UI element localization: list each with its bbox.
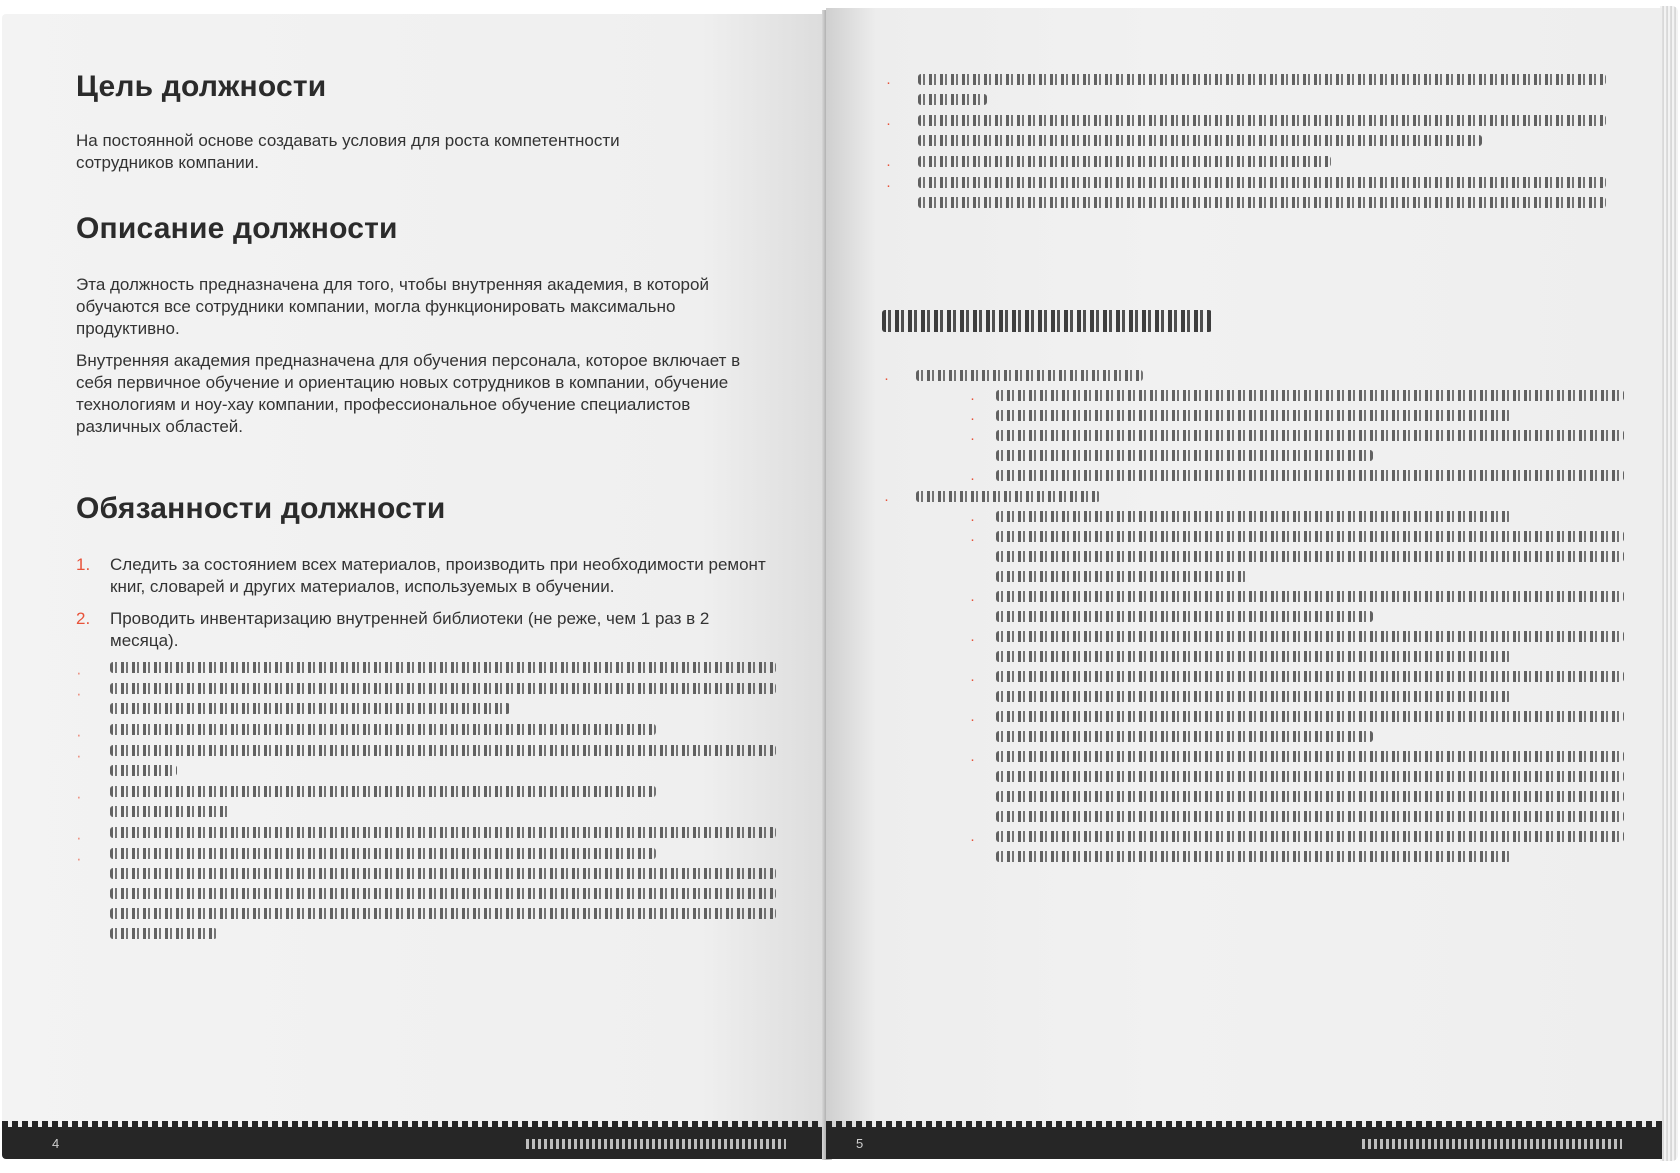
illegible-text: [996, 631, 1624, 642]
illegible-text: [996, 611, 1373, 622]
illegible-text: [110, 806, 230, 817]
illegible-text: [996, 851, 1511, 862]
right-subitem: [970, 410, 1624, 427]
illegible-text: [996, 571, 1247, 582]
illegible-text: [996, 651, 1511, 662]
right-subitem: [970, 751, 1624, 822]
duty-text: Проводить инвентаризацию внутренней библиотеки (не реже, чем 1 раз в 2 месяца).: [110, 609, 710, 650]
description-heading: Описание должности: [76, 212, 398, 245]
right-subitem-marker: ·: [970, 711, 975, 728]
right-item-illegible: [886, 74, 1606, 105]
right-subitem-marker: ·: [970, 831, 975, 848]
right-subitem: [970, 470, 1624, 487]
illegible-text: [110, 848, 656, 859]
illegible-text: [110, 868, 776, 879]
right-subitem: [970, 631, 1624, 662]
duties-heading-wrap: [76, 492, 776, 526]
duty-item-illegible: [76, 745, 776, 776]
duties-heading: Обязанности должности: [76, 492, 446, 525]
illegible-text: [110, 928, 217, 939]
left-footer-bar: [2, 1127, 826, 1159]
duty-item: [76, 554, 776, 598]
duty-item: [76, 608, 776, 652]
duty-number-illegible: ·: [76, 828, 82, 847]
right-item-number: ·: [886, 177, 891, 194]
right-subitem: [970, 430, 1624, 461]
illegible-text: [996, 551, 1624, 562]
illegible-text: [996, 711, 1624, 722]
duty-item-illegible: [76, 662, 776, 682]
duty-number: 1.: [76, 555, 91, 574]
description-paragraph-1: Эта должность предназначена для того, чтобы внутренняя академия, в которой обучаются все сотрудники компании, могла функционировать максимально продуктивно.: [76, 275, 709, 338]
illegible-text: [996, 731, 1373, 742]
right-footer-text: [1362, 1139, 1622, 1149]
duty-item-illegible: [76, 848, 776, 939]
right-subitem-marker: ·: [970, 531, 975, 548]
illegible-text: [110, 724, 656, 735]
illegible-text: [996, 671, 1624, 682]
illegible-text: [996, 531, 1624, 542]
duty-number-illegible: ·: [76, 684, 82, 703]
right-subitem-marker: ·: [970, 511, 975, 528]
right-item-number: ·: [886, 115, 891, 132]
right-subitem-marker: ·: [970, 591, 975, 608]
illegible-text: [918, 115, 1606, 126]
illegible-text: [996, 811, 1624, 822]
illegible-text: [918, 156, 1331, 167]
illegible-text: [918, 177, 1606, 188]
illegible-text: [110, 662, 776, 673]
right-footer-bar: [826, 1127, 1662, 1159]
illegible-text: [996, 771, 1624, 782]
right-subitem: [970, 711, 1624, 742]
illegible-text: [996, 591, 1624, 602]
right-subitem-marker: ·: [970, 751, 975, 768]
right-subitem: [970, 390, 1624, 407]
illegible-text: [110, 745, 776, 756]
illegible-text: [916, 370, 1143, 381]
illegible-text: [110, 703, 510, 714]
duty-number: 2.: [76, 609, 91, 628]
duty-item-illegible: [76, 827, 776, 847]
right-page: [826, 8, 1662, 1159]
duty-item-illegible: [76, 786, 776, 817]
duty-number-illegible: ·: [76, 725, 82, 744]
illegible-text: [996, 430, 1624, 441]
right-subitem: [970, 511, 1624, 528]
illegible-text: [918, 74, 1606, 85]
illegible-text: [916, 491, 1100, 502]
right-group-item: [884, 370, 1624, 487]
right-sublist: [916, 390, 1624, 487]
right-subitem: [970, 591, 1624, 622]
right-group-number: ·: [884, 491, 889, 508]
description-section: [76, 212, 776, 448]
page-edges: [1660, 6, 1678, 1161]
duty-number-illegible: ·: [76, 849, 82, 868]
goal-text: На постоянной основе создавать условия для роста компетентности сотрудников компании.: [76, 131, 620, 172]
right-nested-list: [884, 364, 1624, 872]
right-page-number: 5: [856, 1136, 864, 1151]
illegible-text: [110, 908, 776, 919]
right-subitem-marker: ·: [970, 430, 975, 447]
illegible-text: [110, 786, 656, 797]
right-subitem: [970, 831, 1624, 862]
duty-number-illegible: ·: [76, 663, 82, 682]
left-footer-text: [526, 1139, 786, 1149]
right-group-item: [884, 491, 1624, 862]
duty-number-illegible: ·: [76, 787, 82, 806]
right-section-heading-illegible: [882, 310, 1212, 332]
left-page: [2, 14, 826, 1159]
right-subitem-marker: ·: [970, 390, 975, 407]
description-paragraph-2: Внутренняя академия предназначена для обучения персонала, которое включает в себя первичное обучение и ориентацию новых сотрудников в компании, обучение технологиям и ноу-хау компании, профессиональное обучение специалистов различных областей.: [76, 351, 741, 436]
illegible-text: [996, 470, 1624, 481]
right-top-list: [886, 68, 1606, 218]
right-subitem-marker: ·: [970, 631, 975, 648]
illegible-text: [918, 135, 1482, 146]
goal-section: [76, 70, 776, 184]
right-item-illegible: [886, 177, 1606, 208]
duty-item-illegible: [76, 683, 776, 714]
illegible-text: [918, 197, 1606, 208]
illegible-text: [996, 450, 1373, 461]
illegible-text: [110, 765, 177, 776]
goal-heading: Цель должности: [76, 70, 327, 103]
right-subitem: [970, 671, 1624, 702]
duties-list: [76, 554, 776, 949]
right-item-illegible: [886, 115, 1606, 146]
duty-text: Следить за состоянием всех материалов, производить при необходимости ремонт книг, словарей и других материалов, используемых в обучении.: [110, 555, 766, 596]
illegible-text: [996, 831, 1624, 842]
duty-number-illegible: ·: [76, 746, 82, 765]
right-subitem-marker: ·: [970, 671, 975, 688]
illegible-text: [996, 410, 1511, 421]
right-item-illegible: [886, 156, 1606, 173]
illegible-text: [996, 691, 1511, 702]
left-page-number: 4: [52, 1136, 60, 1151]
duty-item-illegible: [76, 724, 776, 744]
illegible-text: [996, 791, 1624, 802]
right-subitem-marker: ·: [970, 470, 975, 487]
right-sublist: [916, 511, 1624, 862]
right-subitem: [970, 531, 1624, 582]
illegible-text: [110, 888, 776, 899]
illegible-text: [996, 511, 1511, 522]
illegible-text: [996, 390, 1624, 401]
illegible-text: [918, 94, 987, 105]
illegible-text: [996, 751, 1624, 762]
right-group-number: ·: [884, 370, 889, 387]
right-item-number: ·: [886, 156, 891, 173]
right-subitem-marker: ·: [970, 410, 975, 427]
right-item-number: ·: [886, 74, 891, 91]
illegible-text: [110, 827, 776, 838]
illegible-text: [110, 683, 776, 694]
